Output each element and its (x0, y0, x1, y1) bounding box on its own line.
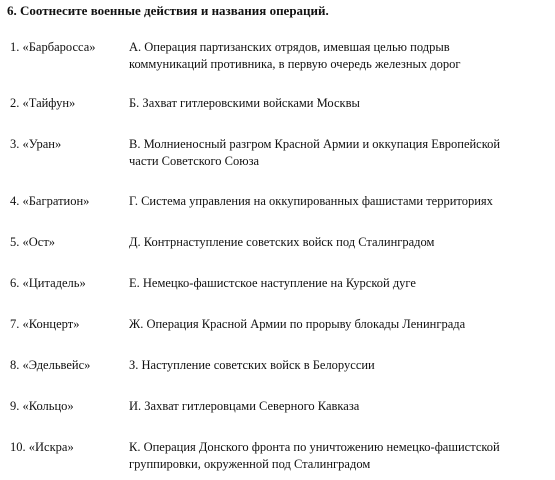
operation-name: 4. «Багратион» (10, 194, 90, 208)
military-action: Г. Система управления на оккупированных фашистами территориях (129, 194, 493, 208)
military-action: Ж. Операция Красной Армии по прорыву блокады Ленинграда (129, 317, 466, 331)
military-action: З. Наступление советских войск в Белоруссии (129, 358, 375, 372)
operation-name: 7. «Концерт» (10, 317, 80, 331)
operation-name: 6. «Цитадель» (10, 276, 86, 290)
operation-name: 3. «Уран» (10, 137, 62, 151)
operation-name: 10. «Искра» (10, 440, 74, 454)
military-action: И. Захват гитлеровцами Северного Кавказа (129, 399, 360, 413)
military-action: Б. Захват гитлеровскими войсками Москвы (129, 96, 360, 110)
military-action: К. Операция Донского фронта по уничтожению немецко-фашистской группировки, окруженной под Сталинградом (129, 440, 500, 471)
military-action: В. Молниеносный разгром Красной Армии и оккупация Европейской части Советского Союза (129, 137, 501, 168)
operation-name: 5. «Ост» (10, 235, 56, 249)
operation-name: 9. «Кольцо» (10, 399, 74, 413)
operation-name: 8. «Эдельвейс» (10, 358, 91, 372)
military-action: А. Операция партизанских отрядов, имевшая целью подрыв коммуникаций противника, в первую очередь железных дорог (129, 40, 461, 71)
military-action: Е. Немецко-фашистское наступление на Курской дуге (129, 276, 416, 290)
task-title: 6. Соотнесите военные действия и названия операций. (7, 3, 329, 18)
operation-name: 2. «Тайфун» (10, 96, 76, 110)
military-action: Д. Контрнаступление советских войск под Сталинградом (129, 235, 435, 249)
operation-name: 1. «Барбаросса» (10, 40, 96, 54)
